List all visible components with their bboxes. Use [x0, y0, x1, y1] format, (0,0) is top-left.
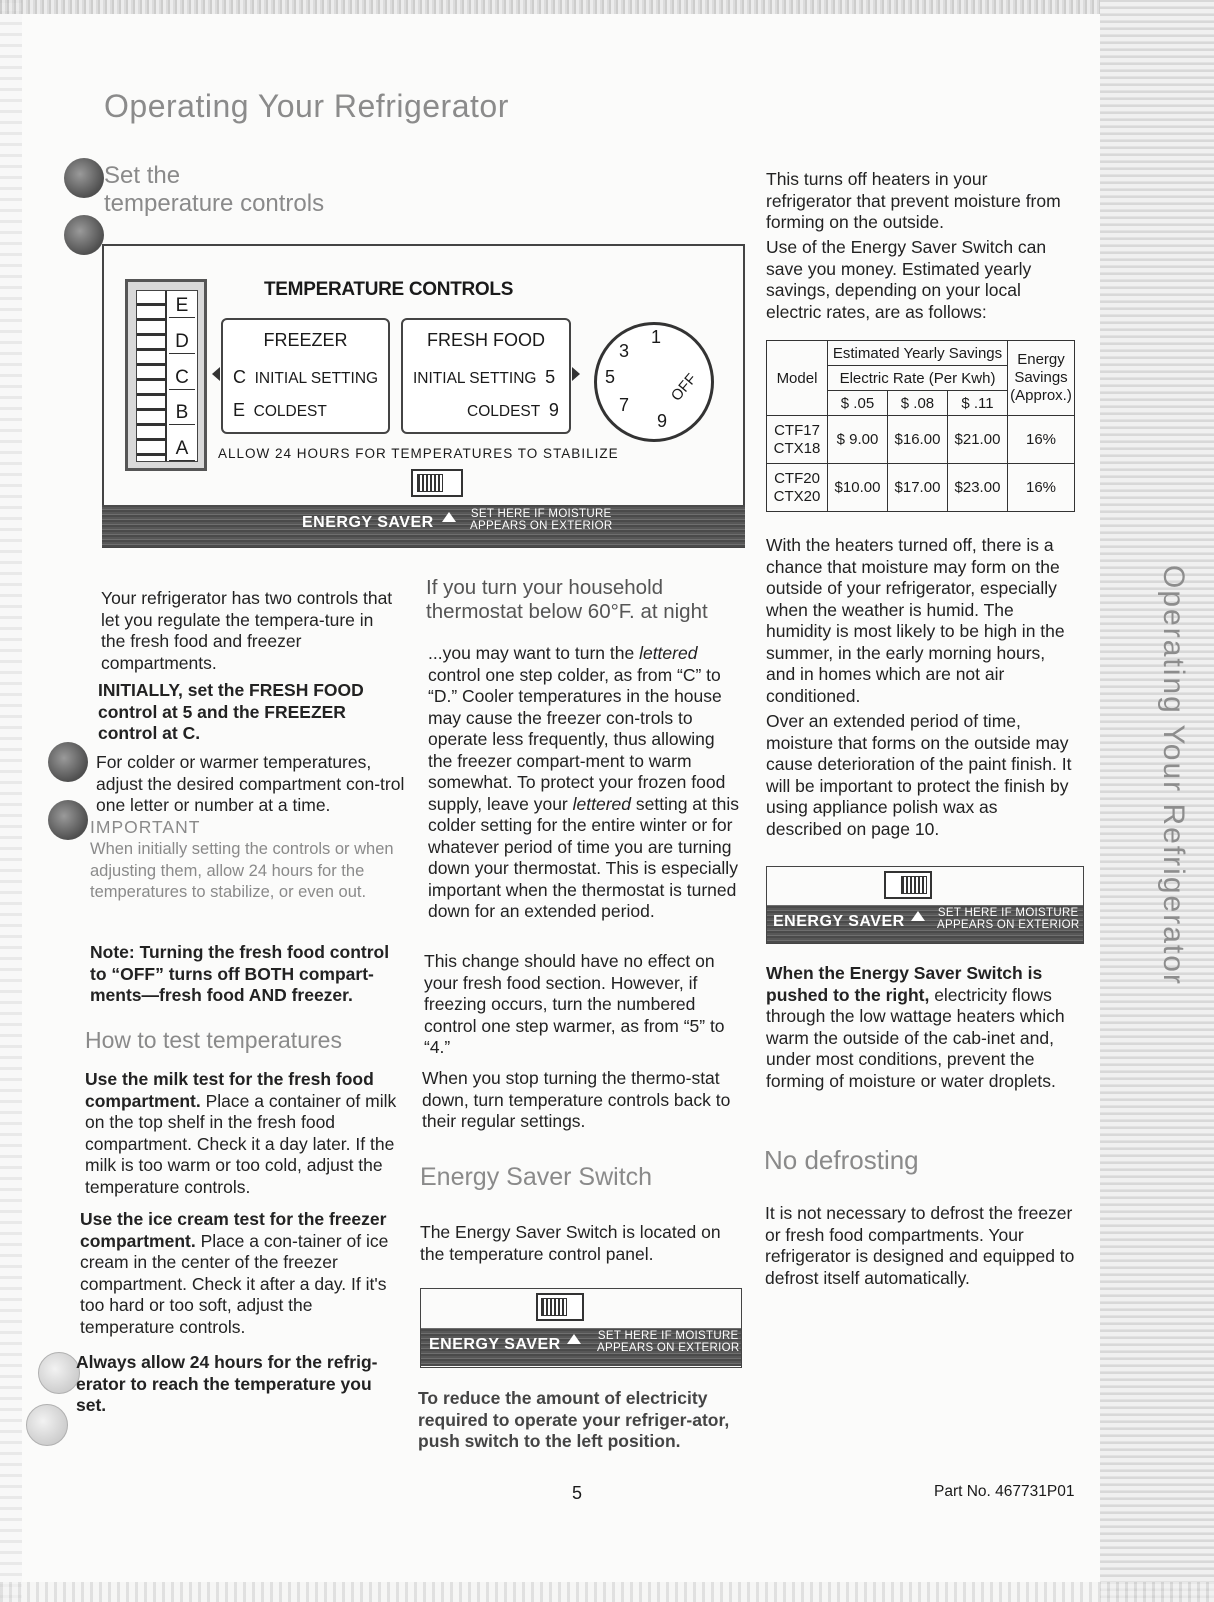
table-cell-pct: 16% [1008, 416, 1075, 464]
section-heading-test: How to test temperatures [85, 1027, 342, 1053]
freezer-coldest-letter: E [233, 400, 246, 420]
fresh-food-effect-paragraph: This change should have no effect on your fresh food section. However, if freezing occurs, turn the numbered control one step warmer, as from “5” to “4.” [424, 951, 725, 1057]
allow-24-hours-note: ALLOW 24 HOURS FOR TEMPERATURES TO STABILIZE [218, 446, 619, 461]
dial-off-mark: OFF [667, 370, 701, 405]
scan-top-edge [0, 0, 1214, 14]
table-cell: $17.00 [887, 464, 947, 512]
intro-paragraph: Your refrigerator has two controls that let you regulate the tempera-ture in the fresh food and freezer compartments. [101, 588, 393, 673]
set-here-note [597, 1330, 739, 1354]
pointer-right-icon [572, 367, 580, 381]
set-here-line2: APPEARS ON EXTERIOR [470, 520, 613, 532]
table-header-energy: Energy Savings (Approx.) [1008, 341, 1075, 416]
deterioration-paragraph: Over an extended period of time, moisture that forms on the outside may cause deterioration of the paint finish. It will be important to protect the finish by using appliance polish wax as described on page 10. [766, 711, 1072, 839]
important-label: IMPORTANT [90, 817, 201, 837]
table-row [767, 416, 1075, 464]
table-header-rate: Electric Rate (Per Kwh) [828, 366, 1008, 391]
moisture-paragraph: With the heaters turned off, there is a chance that moisture may form on the outside of your refrigerator, especially when the weather is humid. The humidity is most likely to be high in the summer, in the early morning hours, and in homes which are not air conditioned. [766, 535, 1065, 706]
section-heading-set-controls-1: Set the [104, 162, 181, 189]
bullet-icon [48, 742, 88, 782]
energy-saver-label: ENERGY SAVER [773, 913, 905, 930]
up-arrow-icon [911, 911, 925, 921]
energy-saver-bar [102, 505, 745, 547]
switch-right-bold: When the Energy Saver Switch is pushed to the right, [766, 963, 1043, 1005]
table-rate: $ .11 [947, 391, 1007, 416]
ice-cream-test-paragraph [80, 1209, 398, 1338]
dial-mark: 7 [619, 395, 630, 415]
page-number: 5 [572, 1483, 583, 1503]
fresh-food-label: FRESH FOOD [426, 330, 545, 350]
bullet-icon [38, 1352, 80, 1394]
set-here-line2: APPEARS ON EXTERIOR [597, 1342, 740, 1354]
section-heading-no-defrost: No defrosting [764, 1145, 919, 1175]
fresh-food-box [401, 318, 571, 434]
important-text: When initially setting the controls or when adjusting them, allow 24 hours for the temperatures to stabilize, or even out. [90, 840, 394, 901]
bullet-icon [64, 215, 104, 255]
defrost-paragraph: It is not necessary to defrost the freezer or fresh food compartments. Your refrigerator is designed and equipped to defrost itself automatically. [765, 1203, 1075, 1288]
table-cell: $23.00 [947, 464, 1007, 512]
scale-letter: B [169, 402, 195, 425]
adjust-paragraph: For colder or warmer temperatures, adjust the desired compartment con-trol one letter or number at a time. [96, 752, 405, 815]
energy-saver-label: ENERGY SAVER [429, 1336, 561, 1353]
section-heading-thermostat-1: If you turn your household [426, 576, 664, 599]
switch-knob [417, 474, 443, 492]
scale-letter: D [169, 331, 195, 354]
bullet-icon [64, 158, 104, 198]
dial-mark: 9 [657, 411, 668, 431]
table-header-model: Model [767, 341, 828, 416]
energy-saver-bar-right [767, 905, 1083, 943]
freezer-coldest-text: COLDEST [253, 403, 327, 420]
switch-right-text: electricity flows through the low wattage heaters which warm the outside of the cab-inet and, under most conditions, prevent the forming of moisture or water droplets. [766, 984, 1065, 1091]
ice-cream-text: Place a con-tainer of ice cream in the center of the freezer compartment. Check it after a day. If it's too hard or too soft, adjust the temperature controls. [80, 1230, 389, 1337]
savings-paragraph: Use of the Energy Saver Switch can save you money. Estimated yearly savings, depending on your local electric rates, are as follows: [766, 237, 1047, 322]
set-here-line1: SET HERE IF MOISTURE [597, 1330, 739, 1342]
milk-test-text: Place a container of milk on the top shelf in the fresh food compartment. Check it a day later. If the milk is too warm or too cold, adjust the temperature controls. [85, 1090, 397, 1197]
thermostat-text-a: ...you may want to turn the [428, 643, 640, 663]
freezer-initial-letter: C [233, 367, 246, 387]
up-arrow-icon [442, 512, 456, 522]
energy-saver-switch[interactable] [411, 469, 463, 497]
side-tab-label: Operating Your Refrigerator [1157, 564, 1190, 986]
table-header-estimated: Estimated Yearly Savings [828, 341, 1008, 366]
table-cell: $ 9.00 [828, 416, 888, 464]
switch-knob [901, 876, 927, 894]
heaters-paragraph: This turns off heaters in your refrigerator that prevent moisture from forming on the outside. [766, 169, 1061, 232]
table-rate: $ .05 [828, 391, 888, 416]
bullet-icon [48, 800, 88, 840]
energy-saver-switch-left[interactable] [536, 1293, 584, 1321]
table-cell-model: CTF20 CTX20 [767, 464, 828, 512]
energy-saver-switch-right[interactable] [884, 871, 932, 899]
energy-saver-location: The Energy Saver Switch is located on the temperature control panel. [420, 1222, 721, 1264]
dial-mark: 3 [619, 341, 630, 361]
reduce-electricity-note: To reduce the amount of electricity required to operate your refriger-ator, push switch to the left position. [418, 1388, 730, 1451]
savings-table [766, 340, 1075, 512]
dial-mark: 1 [651, 327, 662, 347]
thermostat-text-c: setting at this colder setting for the entire winter or for whatever period of time you are turning down your thermostat. This is especially important when the thermostat is turned down for an extended period. [428, 793, 739, 921]
stop-thermostat-paragraph: When you stop turning the thermo-stat down, turn temperature controls back to their regular settings. [422, 1068, 731, 1131]
table-cell: $16.00 [887, 416, 947, 464]
scan-left-edge [0, 0, 22, 1602]
set-here-line2: APPEARS ON EXTERIOR [937, 919, 1080, 931]
fresh-coldest-text: COLDEST [467, 403, 541, 420]
pointer-left-icon [212, 367, 220, 381]
milk-test-paragraph [85, 1069, 403, 1198]
off-note: Note: Turning the fresh food control to “OFF” turns off BOTH compart-ments—fresh food AND freezer. [90, 942, 390, 1005]
table-cell-pct: 16% [1008, 464, 1075, 512]
panel-title: TEMPERATURE CONTROLS [264, 279, 514, 300]
side-tab [1100, 0, 1214, 1602]
section-heading-thermostat-2: thermostat below 60°F. at night [426, 600, 708, 623]
set-here-line1: SET HERE IF MOISTURE [937, 907, 1079, 919]
table-row [767, 464, 1075, 512]
energy-saver-bar-small [421, 1328, 741, 1366]
switch-right-paragraph [766, 963, 1084, 1092]
fresh-initial-text: INITIAL SETTING [413, 370, 537, 387]
section-heading-energy-saver: Energy Saver Switch [420, 1163, 653, 1191]
scale-letter: E [169, 295, 195, 318]
scale-letter: A [169, 438, 195, 461]
thermostat-text-b: control one step colder, as from “C” to “D.” Cooler temperatures in the house may cause the freezer con-trols to operate less frequently, thus allowing the freezer compart-ment to warm somewhat. To protect your frozen food supply, leave your [428, 664, 726, 814]
dial-mark: 5 [605, 367, 616, 387]
switch-knob [541, 1298, 567, 1316]
fresh-food-dial [594, 322, 714, 442]
table-cell-model: CTF17 CTX18 [767, 416, 828, 464]
section-heading-set-controls-2: temperature controls [104, 190, 325, 217]
set-here-note [470, 508, 612, 532]
freezer-label: FREEZER [263, 330, 348, 350]
table-cell: $21.00 [947, 416, 1007, 464]
freezer-letter-scale [125, 279, 207, 471]
milk-test-bold: Use the milk test for the fresh food compartment. [85, 1069, 374, 1111]
up-arrow-icon [567, 1334, 581, 1344]
bullet-icon [26, 1404, 68, 1446]
page-title: Operating Your Refrigerator [104, 88, 509, 124]
fresh-initial-value: 5 [545, 367, 556, 387]
table-cell: $10.00 [828, 464, 888, 512]
energy-saver-label: ENERGY SAVER [302, 514, 434, 531]
initial-setting-instruction: INITIALLY, set the FRESH FOOD control at 5 and the FREEZER control at C. [98, 680, 364, 743]
always-allow-note: Always allow 24 hours for the refrig-erator to reach the temperature you set. [76, 1352, 378, 1415]
table-rate: $ .08 [887, 391, 947, 416]
freezer-box [221, 318, 390, 434]
fresh-coldest-value: 9 [548, 400, 559, 420]
scale-letter: C [169, 367, 195, 390]
ice-cream-bold: Use the ice cream test for the freezer compartment. [80, 1209, 387, 1251]
set-here-note [937, 907, 1079, 931]
freezer-initial-text: INITIAL SETTING [254, 370, 379, 387]
thermostat-em-2: lettered [572, 793, 631, 814]
part-number: Part No. 467731P01 [934, 1483, 1075, 1500]
scan-bottom-edge [0, 1582, 1214, 1602]
thermostat-paragraph [428, 643, 740, 923]
thermostat-em: lettered [639, 643, 698, 663]
set-here-line1: SET HERE IF MOISTURE [470, 508, 612, 520]
